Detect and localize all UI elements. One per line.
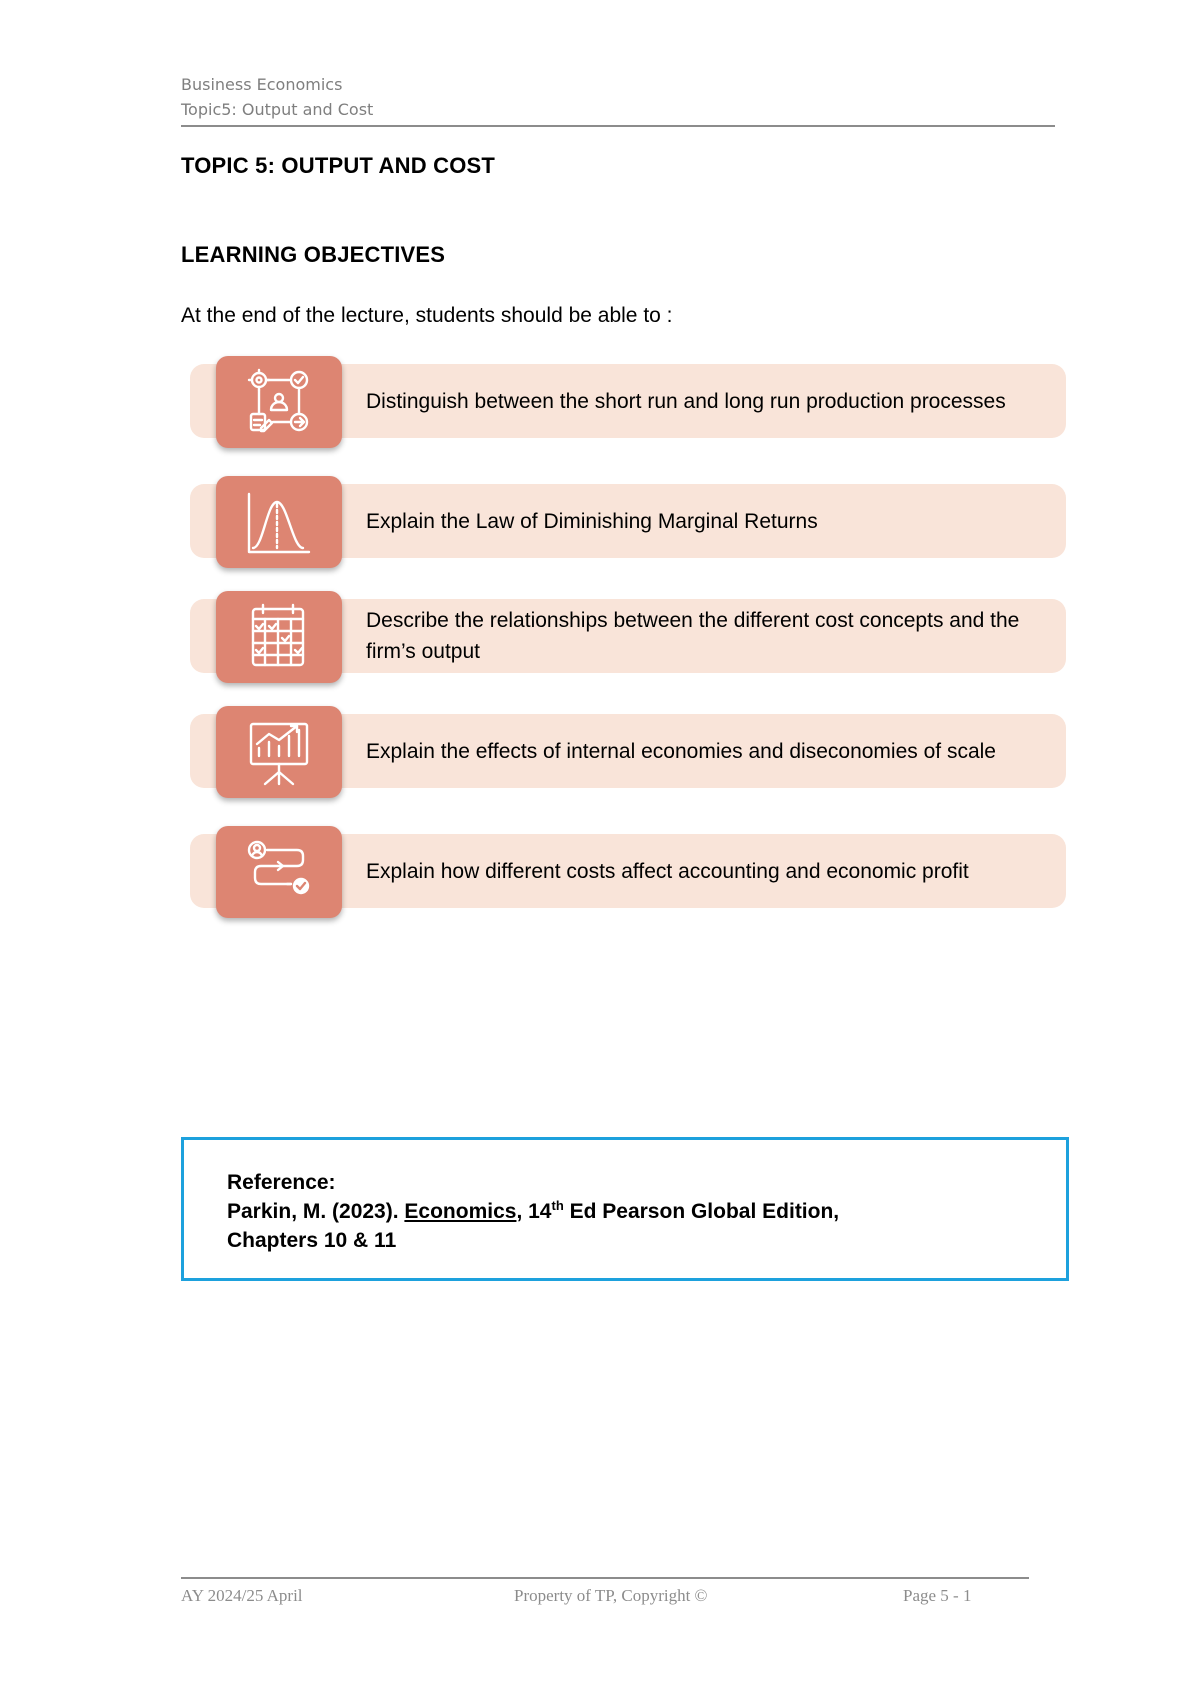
objective-text: Explain the Law of Diminishing Marginal Returns [366,509,818,533]
objective-item [190,484,1066,558]
objective-text: Explain the effects of internal economies and diseconomies of scale [366,739,996,763]
header-course: Business Economics [181,75,343,94]
footer-divider [181,1577,1029,1579]
objective-text: Describe the relationships between the different cost concepts and the firm’s output [366,609,1020,663]
process-flow-icon [216,356,342,448]
header-divider [181,125,1055,127]
objective-text: Explain how different costs affect accounting and economic profit [366,859,969,883]
header-topic: Topic5: Output and Cost [181,100,374,119]
objective-item [190,714,1066,788]
objective-item [190,834,1066,908]
reference-book-title: Economics [404,1200,517,1223]
reference-box [181,1137,1069,1281]
calendar-checklist-icon [216,591,342,683]
objective-text: Distinguish between the short run and long run production processes [366,389,1006,413]
reference-chapters: Chapters 10 & 11 [227,1229,397,1252]
reference-citation [227,1200,839,1224]
reference-edition: , 14 [516,1200,552,1223]
page-title: TOPIC 5: OUTPUT AND COST [181,153,496,178]
reference-edition-suffix: th [551,1198,564,1213]
objective-item [190,599,1066,673]
learning-objectives-heading: LEARNING OBJECTIVES [181,242,446,267]
footer-copyright: Property of TP, Copyright © [514,1586,708,1605]
bell-curve-chart-icon [216,476,342,568]
footer-academic-year: AY 2024/25 April [181,1586,303,1605]
footer-page-number: Page 5 - 1 [903,1586,972,1605]
reference-label: Reference: [227,1171,336,1194]
workflow-path-icon [216,826,342,918]
learning-objectives-intro: At the end of the lecture, students should be able to : [181,304,673,327]
objective-item [190,364,1066,438]
reference-publisher: Ed Pearson Global Edition, [563,1200,840,1223]
presentation-chart-icon [216,706,342,798]
reference-author: Parkin, M. (2023). [227,1200,405,1223]
